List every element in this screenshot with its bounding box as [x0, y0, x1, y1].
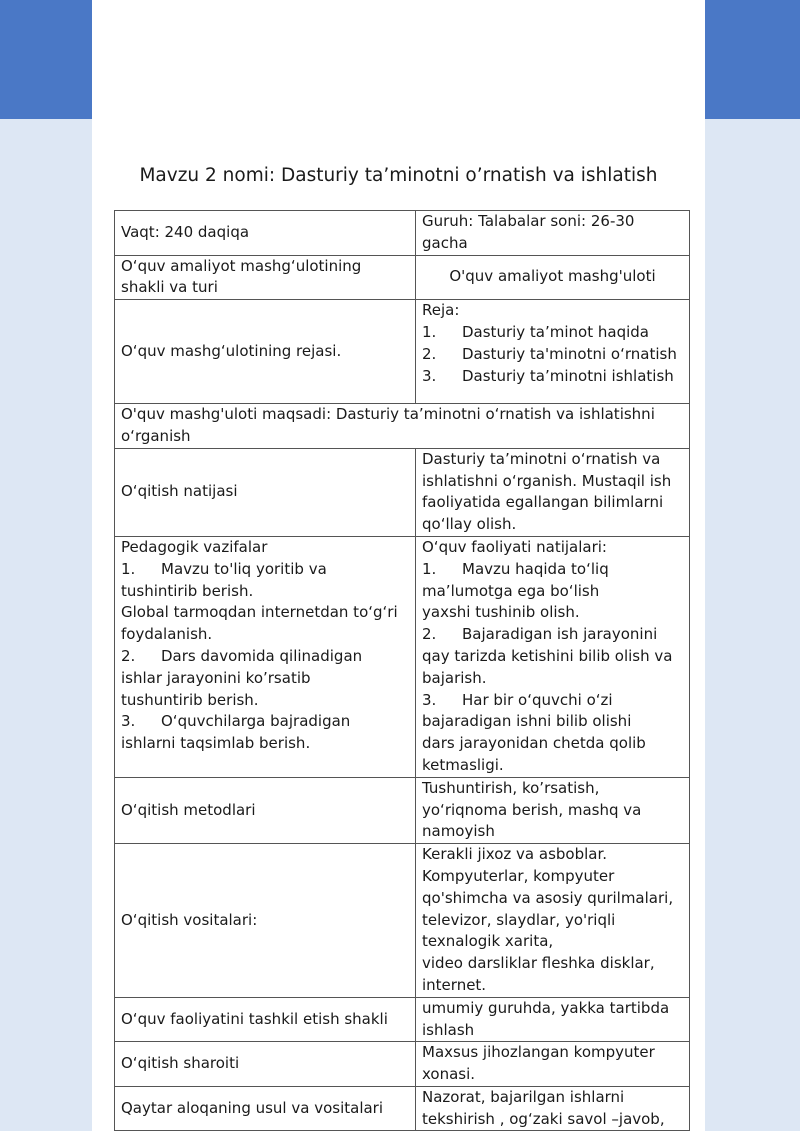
table-row	[115, 211, 690, 256]
left-header-block	[0, 0, 92, 119]
plan-item-text: Dasturiy ta'minotni o‘rnatish	[462, 344, 677, 363]
task-text: ishlar jarayonini ko’rsatib	[121, 668, 311, 687]
list-number: 3.	[422, 690, 437, 709]
result-line: ishlatishni o‘rganish. Mustaqil ish	[422, 471, 672, 490]
plan-item	[422, 366, 683, 388]
plan-item	[422, 344, 683, 366]
methods-cell	[416, 777, 690, 843]
feedback-label-cell: Qaytar aloqaning usul va vositalari	[115, 1086, 416, 1131]
list-number: 1.	[422, 322, 437, 341]
table-row	[115, 1042, 690, 1087]
tools-line: Kerakli jixoz va asboblar.	[422, 845, 608, 864]
table-row	[115, 844, 690, 998]
org-line: umumiy guruhda, yakka tartibda	[422, 998, 670, 1017]
task-text: Global tarmoqdan internetdan to‘g‘ri	[121, 603, 398, 622]
list-number: 2.	[121, 646, 136, 665]
result-cell	[416, 448, 690, 536]
outcomes-heading: O‘quv faoliyati natijalari:	[422, 537, 607, 556]
result-line: faoliyatida egallangan bilimlarni	[422, 493, 664, 512]
form-label-cell	[115, 255, 416, 300]
time-cell: Vaqt: 240 daqiqa	[115, 211, 416, 256]
task-text: Dars davomida qilinadigan	[161, 646, 363, 665]
task-item	[121, 559, 409, 581]
tools-line: internet.	[422, 975, 487, 994]
methods-label-cell: O‘qitish metodlari	[115, 777, 416, 843]
result-line: Dasturiy ta’minotni o‘rnatish va	[422, 449, 661, 468]
table-row	[115, 536, 690, 777]
plan-heading: Reja:	[422, 301, 460, 320]
conditions-cell	[416, 1042, 690, 1087]
feedback-line: tekshirish , og‘zaki savol –javob,	[422, 1109, 665, 1128]
tools-line: video darsliklar fleshka disklar,	[422, 954, 655, 973]
table-row	[115, 997, 690, 1042]
outcome-text: Har bir o‘quvchi o‘zi	[462, 690, 613, 709]
conditions-line: Maxsus jihozlangan kompyuter	[422, 1043, 655, 1062]
feedback-line: Nazorat, bajarilgan ishlarni	[422, 1087, 625, 1106]
org-cell	[416, 997, 690, 1042]
task-text: Mavzu to'liq yoritib va	[161, 559, 327, 578]
table-row	[115, 300, 690, 404]
plan-label-cell: O‘quv mashg‘ulotining rejasi.	[115, 300, 416, 404]
conditions-line: xonasi.	[422, 1065, 476, 1084]
list-number: 2.	[422, 625, 437, 644]
outcome-text: yaxshi tushinib olish.	[422, 603, 580, 622]
form-label-line: O‘quv amaliyot mashg‘ulotining	[121, 256, 362, 275]
task-text: foydalanish.	[121, 625, 213, 644]
outcome-text: ma’lumotga ega bo‘lish	[422, 581, 600, 600]
left-margin-band	[0, 0, 92, 1131]
outcome-text: Mavzu haqida to‘liq	[462, 559, 609, 578]
task-text: tushuntirib berish.	[121, 690, 259, 709]
outcome-text: qay tarizda ketishini bilib olish va	[422, 646, 673, 665]
task-text: ishlarni taqsimlab berish.	[121, 734, 311, 753]
goal-cell	[115, 404, 690, 449]
outcome-text: dars jarayonidan chetda qolib	[422, 734, 646, 753]
result-line: qo‘llay olish.	[422, 515, 517, 534]
tools-line: texnalogik xarita,	[422, 932, 554, 951]
goal-line: o‘rganish	[121, 426, 191, 445]
form-value-cell: O'quv amaliyot mashg'uloti	[416, 255, 690, 300]
list-number: 1.	[121, 559, 136, 578]
outcome-text: Bajaradigan ish jarayonini	[462, 625, 658, 644]
right-header-block	[705, 0, 800, 119]
list-number: 3.	[121, 712, 136, 731]
lesson-plan-table	[114, 210, 690, 1131]
methods-line: namoyish	[422, 822, 495, 841]
tools-label-cell: O‘qitish vositalari:	[115, 844, 416, 998]
list-number: 1.	[422, 559, 437, 578]
tools-line: televizor, slaydlar, yo'riqli	[422, 910, 616, 929]
outcomes-cell	[416, 536, 690, 777]
task-item	[121, 711, 409, 733]
plan-item-text: Dasturiy ta’minotni ishlatish	[462, 366, 674, 385]
org-label-cell: O‘quv faoliyatini tashkil etish shakli	[115, 997, 416, 1042]
methods-line: Tushuntirish, ko’rsatish,	[422, 778, 600, 797]
outcome-text: bajarish.	[422, 668, 487, 687]
conditions-label-cell: O‘qitish sharoiti	[115, 1042, 416, 1087]
tools-line: Kompyuterlar, kompyuter	[422, 866, 615, 885]
outcome-text: bajaradigan ishni bilib olishi	[422, 712, 632, 731]
tasks-cell	[115, 536, 416, 777]
table-row	[115, 448, 690, 536]
task-text: O‘quvchilarga bajradigan	[161, 712, 351, 731]
outcome-text: ketmasligi.	[422, 755, 504, 774]
group-cell: Guruh: Talabalar soni: 26-30 gacha	[416, 211, 690, 256]
goal-line: O'quv mashg'uloti maqsadi: Dasturiy ta’minotni o‘rnatish va ishlatishni	[121, 405, 655, 424]
tools-line: qo'shimcha va asosiy qurilmalari,	[422, 888, 674, 907]
right-margin-band	[705, 0, 800, 1131]
task-item	[121, 646, 409, 668]
org-line: ishlash	[422, 1020, 475, 1039]
table-row	[115, 777, 690, 843]
result-label-cell: O‘qitish natijasi	[115, 448, 416, 536]
tasks-heading: Pedagogik vazifalar	[121, 537, 268, 556]
methods-line: yo‘riqnoma berish, mashq va	[422, 800, 642, 819]
plan-item-text: Dasturiy ta’minot haqida	[462, 322, 649, 341]
plan-item	[422, 322, 683, 344]
outcome-item	[422, 559, 683, 581]
table-row	[115, 255, 690, 300]
feedback-cell	[416, 1086, 690, 1131]
table-row	[115, 404, 690, 449]
outcome-item	[422, 690, 683, 712]
list-number: 2.	[422, 344, 437, 363]
tools-cell	[416, 844, 690, 998]
list-number: 3.	[422, 366, 437, 385]
plan-cell	[416, 300, 690, 404]
outcome-item	[422, 624, 683, 646]
task-text: tushintirib berish.	[121, 581, 254, 600]
table-row	[115, 1086, 690, 1131]
form-label-line: shakli va turi	[121, 278, 218, 297]
page-title: Mavzu 2 nomi: Dasturiy ta’minotni o’rnatish va ishlatish	[139, 165, 658, 186]
